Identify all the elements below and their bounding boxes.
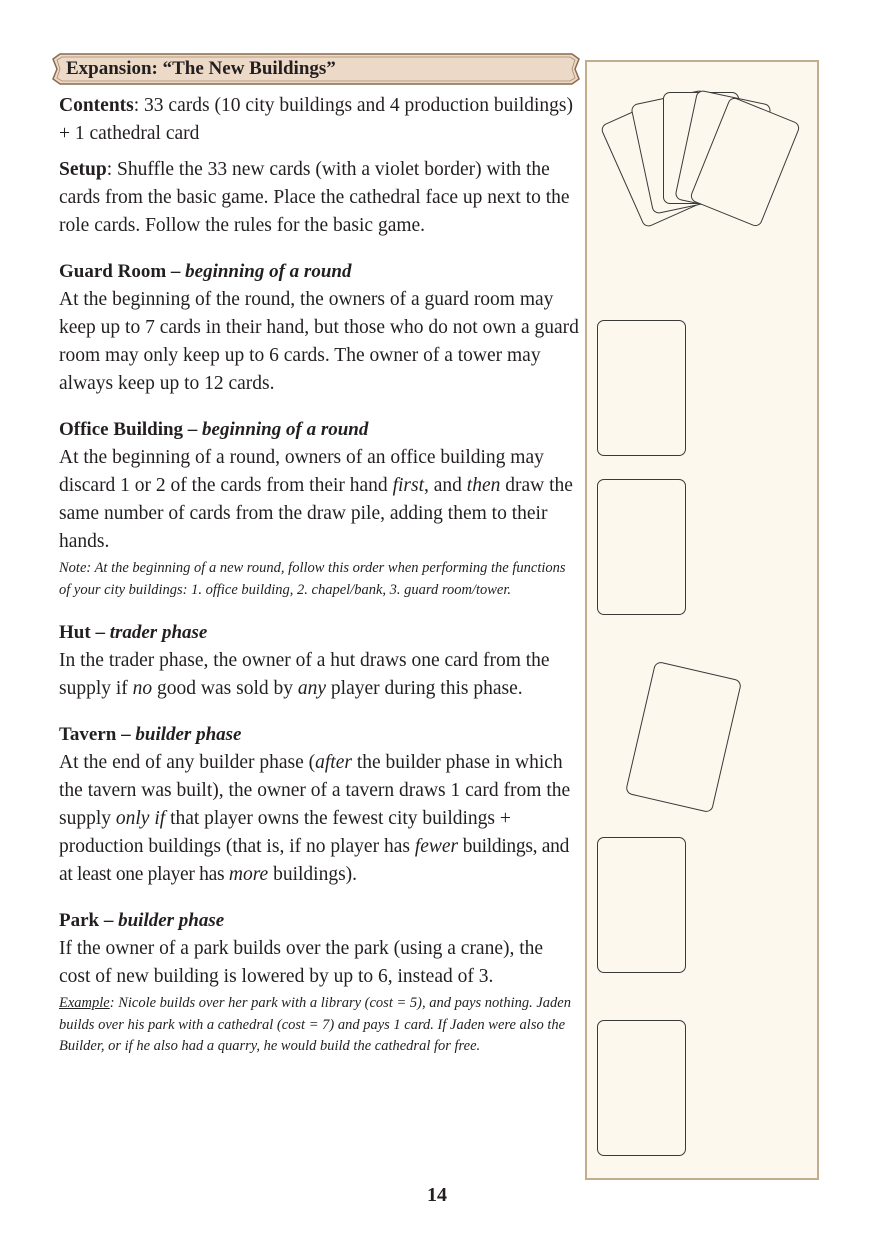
guard-room-timing: beginning of a round bbox=[185, 261, 352, 282]
hut-text bbox=[59, 647, 579, 703]
emphasis: no bbox=[132, 678, 153, 699]
section-banner bbox=[52, 53, 580, 85]
park-heading bbox=[59, 907, 579, 935]
text-run: that player owns the fewest city buildings + production buildings (that is, if no player has bbox=[59, 808, 511, 857]
guard-room-name: Guard Room bbox=[59, 261, 167, 282]
office-building-note: Note: At the beginning of a new round, follow this order when performing the functions of your city buildings: 1. office building, 2. chapel/bank, 3. guard room/tower. bbox=[59, 560, 566, 598]
guard-room-text: At the beginning of the round, the owners of a guard room may keep up to 7 cards in their hand, but those who do not own a guard room may only keep up to 6 cards. The owner of a tower may always keep up to 12 cards. bbox=[59, 289, 579, 394]
heading-separator: – bbox=[90, 622, 110, 643]
example-label: Example bbox=[59, 995, 110, 1011]
card-slot-hut bbox=[625, 661, 742, 814]
office-building-heading bbox=[59, 416, 579, 444]
emphasis: after bbox=[315, 752, 352, 773]
text-run: the builder phase in which the tavern was built), the owner of a tavern draws 1 card from the supply bbox=[59, 752, 571, 829]
contents-label: Contents bbox=[59, 95, 134, 116]
emphasis: then bbox=[466, 475, 501, 496]
office-building-text bbox=[59, 444, 579, 556]
text-run: At the end of any builder phase ( bbox=[59, 752, 316, 773]
card-slot-office-building bbox=[597, 479, 686, 615]
heading-separator: – bbox=[166, 261, 186, 282]
tavern-text bbox=[59, 749, 579, 889]
guard-room-heading bbox=[59, 258, 579, 286]
rules-text bbox=[59, 92, 579, 1058]
text-run: buildings). bbox=[268, 864, 358, 885]
hut-heading bbox=[59, 619, 579, 647]
emphasis: any bbox=[297, 678, 327, 699]
hut-timing: trader phase bbox=[109, 622, 208, 643]
park-example bbox=[59, 993, 579, 1058]
tavern-heading bbox=[59, 721, 579, 749]
text-run: player during this phase. bbox=[326, 678, 523, 699]
text-run: draw the same number of cards from the draw pile, adding them to their hands. bbox=[59, 475, 573, 552]
text-run: At the beginning of a round, owners of an office building may discard 1 or 2 of the cards from their hand bbox=[59, 447, 544, 496]
heading-separator: – bbox=[116, 724, 136, 745]
text-run: buildings, and at least one player has bbox=[59, 836, 570, 885]
card-slot-park bbox=[597, 1020, 686, 1156]
card-slot-tavern bbox=[597, 837, 686, 973]
tavern-name: Tavern bbox=[59, 724, 117, 745]
emphasis: only if bbox=[115, 808, 166, 829]
emphasis: more bbox=[228, 864, 269, 885]
hut-name: Hut bbox=[59, 622, 91, 643]
park-timing: builder phase bbox=[118, 910, 225, 931]
setup-text: : Shuffle the 33 new cards (with a violet border) with the cards from the basic game. Place the cathedral face up next to the role cards. Follow the rules for the basic game. bbox=[59, 159, 570, 236]
card-slot-guard-room bbox=[597, 320, 686, 456]
contents-text: : 33 cards (10 city buildings and 4 production buildings) + 1 cathedral card bbox=[59, 95, 574, 144]
office-building-name: Office Building bbox=[59, 419, 184, 440]
park-text: If the owner of a park builds over the park (using a crane), the cost of new building is lowered by up to 6, instead of 3. bbox=[59, 938, 544, 987]
section-title: Expansion: “The New Buildings” bbox=[66, 58, 336, 79]
card-sidebar bbox=[585, 60, 819, 1180]
page-number: 14 bbox=[427, 1184, 447, 1206]
text-run: , and bbox=[424, 475, 467, 496]
example-text: : Nicole builds over her park with a library (cost = 5), and pays nothing. Jaden builds over his park with a cathedral (cost = 7) and pays 1 card. If Jaden were also the Builder, or if he also had a quarry, he would build the cathedral for free. bbox=[59, 995, 571, 1054]
office-building-timing: beginning of a round bbox=[202, 419, 369, 440]
heading-separator: – bbox=[99, 910, 119, 931]
setup-paragraph bbox=[59, 156, 579, 240]
emphasis: fewer bbox=[414, 836, 459, 857]
text-run: good was sold by bbox=[152, 678, 298, 699]
tavern-timing: builder phase bbox=[135, 724, 242, 745]
text-run: In the trader phase, the owner of a hut draws one card from the supply if bbox=[59, 650, 550, 699]
contents-paragraph bbox=[59, 92, 579, 148]
emphasis: first bbox=[392, 475, 424, 496]
park-name: Park bbox=[59, 910, 100, 931]
setup-label: Setup bbox=[59, 159, 107, 180]
heading-separator: – bbox=[183, 419, 203, 440]
